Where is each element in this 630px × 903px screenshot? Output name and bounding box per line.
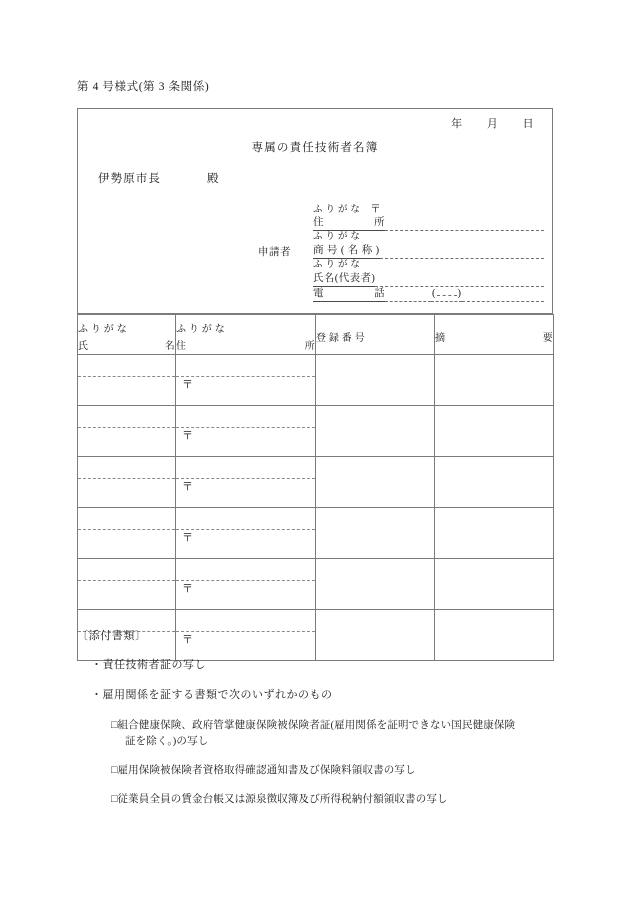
cell-address-split: [176, 559, 315, 609]
checkbox-item-health-insurance[interactable]: [111, 718, 557, 751]
checkbox-item-health-insurance-line1: □組合健康保険、政府管掌健康保険被保険者証(雇用関係を証明できない国民健康保険: [111, 719, 516, 731]
furigana-text-address: ふ り が な: [313, 205, 361, 215]
header-name-char-1: 氏: [78, 341, 89, 352]
cell-name[interactable]: [78, 355, 176, 406]
cell-note[interactable]: [435, 457, 554, 508]
cell-address-furigana[interactable]: [176, 406, 315, 428]
address-label-char-1: 住: [313, 217, 324, 228]
addressee: [98, 170, 220, 186]
table-row: [78, 457, 554, 508]
date-month-label: 月: [486, 118, 499, 130]
header-note-char-2: 要: [542, 333, 553, 344]
table-row: [78, 355, 554, 406]
cell-address-furigana[interactable]: [176, 559, 315, 581]
column-header-note-inner: [435, 315, 553, 344]
furigana-representative-label: ふ り が な: [313, 260, 361, 270]
cell-name-furigana[interactable]: [78, 559, 175, 581]
date-line: [451, 115, 534, 131]
cell-name-value[interactable]: [78, 478, 175, 507]
column-header-address: [176, 315, 316, 355]
applicant-tradename-label: 商 号 ( 名 称 ): [313, 243, 380, 259]
cell-name-furigana[interactable]: [78, 457, 175, 479]
date-day-label: 日: [522, 118, 534, 130]
cell-address-furigana[interactable]: [176, 508, 315, 530]
cell-address[interactable]: [176, 457, 316, 508]
header-address-furigana-text: ふ り が な: [176, 324, 225, 335]
cell-address-split: [176, 355, 315, 405]
attachment-bullet-1: ・責任技術者証の写し: [91, 658, 206, 671]
checkbox-item-wage-ledger-line1: □従業員全員の賃金台帳又は源泉徴収簿及び所得税納付額領収書の写し: [111, 794, 448, 806]
applicant-fields: [313, 203, 544, 302]
checkbox-item-health-insurance-line2: 証を除く。)の写し: [125, 735, 209, 747]
telephone-paren-group: ( ): [431, 286, 462, 302]
attachments-title: 〔添付書類〕: [77, 630, 147, 642]
document-title: 専属の責任技術者名簿: [251, 142, 379, 154]
applicant-telephone-area-input[interactable]: [385, 290, 431, 302]
applicant-tradename-input[interactable]: [380, 247, 544, 259]
cell-note[interactable]: [435, 508, 554, 559]
applicant-address-row: [313, 216, 544, 231]
column-header-address-furigana: [176, 315, 315, 335]
applicant-address-input[interactable]: [385, 219, 544, 231]
cell-note[interactable]: [435, 406, 554, 457]
cell-address-value[interactable]: [176, 478, 315, 507]
attachment-bullet-2: ・雇用関係を証する書類で次のいずれかのもの: [91, 689, 333, 701]
checkbox-item-employment-insurance-line1: □雇用保険被保険者資格取得確認通知書及び保険料領収書の写し: [111, 765, 416, 777]
table-row: [78, 508, 554, 559]
attachment-checkbox-list: [77, 718, 557, 809]
cell-name-furigana[interactable]: [78, 508, 175, 530]
postal-mark-icon: 〒: [370, 204, 382, 215]
cell-name-value[interactable]: [78, 376, 175, 405]
cell-address-split: [176, 508, 315, 558]
applicant-address-label: [313, 215, 385, 231]
table-body: [78, 355, 554, 661]
date-year-label: 年: [451, 118, 463, 130]
cell-name-split: [78, 559, 175, 609]
roster-table: [77, 314, 554, 661]
cell-address-split: [176, 406, 315, 456]
addressee-name: 伊勢原市長: [98, 173, 161, 185]
form-number: 第 4 号様式(第 3 条関係): [77, 81, 210, 93]
applicant-representative-label: 氏名(代表者): [313, 271, 375, 287]
cell-name-furigana[interactable]: [78, 355, 175, 377]
header-name-char-2: 名: [164, 341, 175, 352]
table-row: [78, 406, 554, 457]
cell-name[interactable]: [78, 457, 176, 508]
checkbox-item-wage-ledger[interactable]: [111, 792, 557, 808]
tel-label-char-2: 話: [374, 288, 385, 299]
header-name-furigana-text: ふ り が な: [78, 324, 127, 335]
header-note-char-1: 摘: [435, 333, 446, 344]
postal-mark-icon: 〒: [182, 379, 193, 391]
tel-label-char-1: 電: [313, 288, 324, 299]
postal-mark-icon: 〒: [182, 481, 193, 493]
cell-address-furigana[interactable]: [176, 457, 315, 479]
table-header-row: [78, 315, 554, 355]
column-header-address-main: [176, 335, 315, 352]
cell-name-split: [78, 406, 175, 456]
cell-name[interactable]: [78, 559, 176, 610]
header-address-char-2: 所: [304, 341, 315, 352]
column-header-note: [435, 315, 554, 355]
header-address-char-1: 住: [176, 341, 187, 352]
cell-note[interactable]: [435, 355, 554, 406]
addressee-honorific: 殿: [207, 173, 220, 185]
cell-address[interactable]: [176, 355, 316, 406]
cell-address-value[interactable]: [176, 427, 315, 456]
cell-name-value[interactable]: [78, 529, 175, 558]
postal-mark-icon: 〒: [182, 634, 193, 646]
applicant-telephone-mid-input[interactable]: [437, 286, 457, 296]
postal-mark-icon: 〒: [182, 430, 193, 442]
cell-address-value[interactable]: [176, 580, 315, 609]
applicant-label: 申請者: [258, 247, 291, 258]
address-label-char-2: 所: [374, 217, 385, 228]
cell-address-furigana[interactable]: [176, 355, 315, 377]
applicant-telephone-last-input[interactable]: [462, 290, 544, 302]
cell-registration-number[interactable]: [316, 457, 435, 508]
checkbox-item-employment-insurance[interactable]: [111, 763, 557, 779]
cell-address[interactable]: [176, 406, 316, 457]
cell-address-split: [176, 457, 315, 507]
cell-registration-number[interactable]: [316, 406, 435, 457]
cell-address-value[interactable]: [176, 376, 315, 405]
column-header-name-furigana: [78, 315, 175, 335]
column-header-name-main: [78, 335, 175, 352]
cell-name[interactable]: [78, 508, 176, 559]
attachments-section: [77, 628, 557, 822]
applicant-tradename-row: [313, 244, 544, 259]
cell-name-value[interactable]: [78, 427, 175, 456]
furigana-tradename-label: ふ り が な: [313, 232, 361, 242]
applicant-representative-row: [313, 272, 544, 287]
cell-address[interactable]: [176, 508, 316, 559]
postal-mark-icon: 〒: [182, 583, 193, 595]
cell-registration-number[interactable]: [316, 355, 435, 406]
header-frame: [77, 108, 553, 314]
applicant-telephone-label: [313, 286, 385, 302]
cell-note[interactable]: [435, 559, 554, 610]
cell-registration-number[interactable]: [316, 559, 435, 610]
cell-name-furigana[interactable]: [78, 406, 175, 428]
applicant-telephone-row: [313, 287, 544, 302]
cell-name-split: [78, 457, 175, 507]
cell-name[interactable]: [78, 406, 176, 457]
cell-name-split: [78, 355, 175, 405]
cell-address[interactable]: [176, 559, 316, 610]
cell-name-value[interactable]: [78, 580, 175, 609]
column-header-registration-number: [316, 315, 435, 355]
cell-name-split: [78, 508, 175, 558]
column-header-registration-inner: [316, 315, 434, 344]
header-registration-text: 登 録 番 号: [316, 333, 365, 344]
column-header-name: [78, 315, 176, 355]
table-row: [78, 559, 554, 610]
cell-registration-number[interactable]: [316, 508, 435, 559]
cell-address-value[interactable]: [176, 529, 315, 558]
postal-mark-icon: 〒: [182, 532, 193, 544]
